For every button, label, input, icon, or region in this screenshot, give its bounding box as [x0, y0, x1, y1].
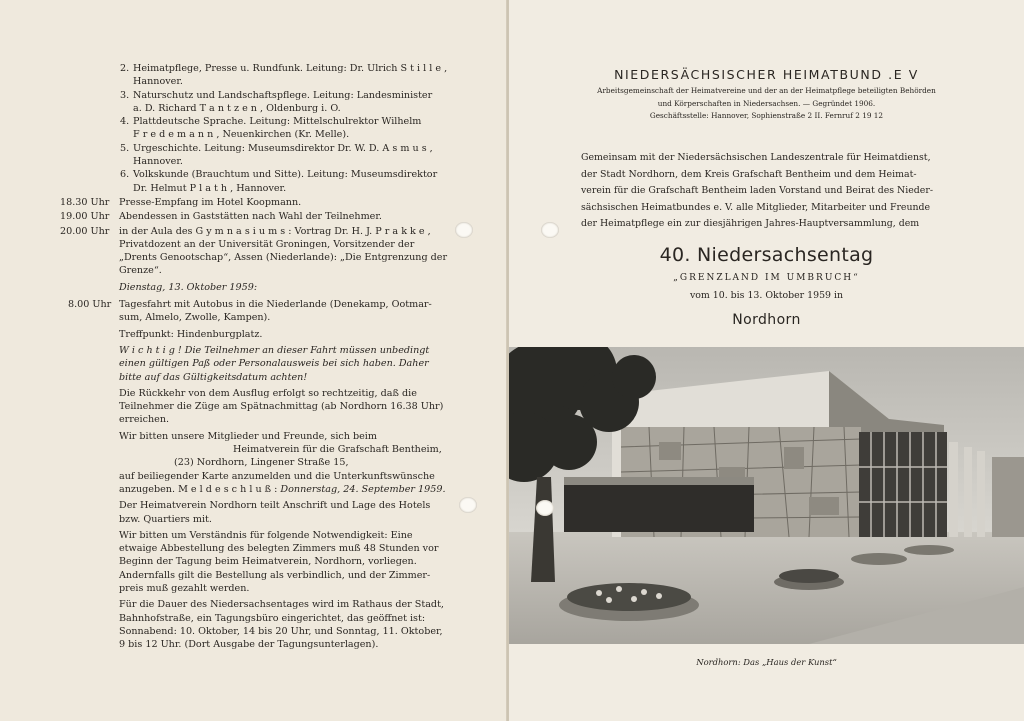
item-number: 6.: [120, 169, 130, 181]
notice-line: W i c h t i g ! Die Teilnehmer an dieser Fahrt müssen unbedingt: [119, 344, 430, 356]
day-heading: Dienstag, 13. Oktober 1959:: [119, 281, 258, 293]
numbered-item-2: [60, 62, 448, 89]
item-line: Volkskunde (Brauchtum und Sitte). Leitung: Museumsdirektor: [133, 169, 438, 181]
important-notice: [60, 344, 448, 384]
schedule-row-tour: [60, 298, 448, 325]
event-motto: „GRENZLAND IM UMBRUCH“: [673, 273, 860, 283]
office-info: [60, 598, 448, 651]
punch-hole: [536, 500, 554, 516]
schedule-text: Grenze“.: [119, 265, 162, 277]
subtitle-line: Geschäftsstelle: Hannover, Sophienstraße 2 II. Fernruf 2 19 12: [649, 111, 884, 120]
text-line: bzw. Quartiers mit.: [119, 513, 212, 525]
text-line: auf beiliegender Karte anzumelden und die Unterkunftswünsche: [119, 470, 435, 482]
organization-title: NIEDERSÄCHSISCHER HEIMATBUND .E V: [614, 67, 919, 82]
intro-line: sächsischen Heimatbundes e. V. alle Mitglieder, Mitarbeiter und Freunde: [581, 201, 931, 213]
item-line: Heimatpflege, Presse u. Rundfunk. Leitung: Dr. Ulrich S t i l l e ,: [133, 63, 448, 74]
numbered-item-3: [60, 89, 448, 116]
haus-der-kunst-image: [509, 347, 1024, 644]
numbered-item-5: [60, 142, 448, 169]
item-line: Hannover.: [133, 76, 183, 88]
subtitle-line: Arbeitsgemeinschaft der Heimatvereine und der an der Heimatpflege beteiligten Behörden: [597, 86, 936, 95]
program-column: [60, 62, 448, 651]
numbered-item-6: [60, 168, 448, 195]
intro-line: verein für die Grafschaft Bentheim laden Vorstand und Beirat des Nieder-: [581, 185, 933, 197]
item-number: 2.: [120, 63, 130, 74]
item-number: 5.: [120, 142, 130, 154]
deadline-line: [119, 483, 448, 496]
text-line: Für die Dauer des Niedersachsentages wird im Rathaus der Stadt,: [119, 599, 444, 611]
item-number: 4.: [120, 116, 130, 128]
item-number: 3.: [120, 89, 130, 101]
text-line: preis muß gezahlt werden.: [119, 582, 250, 594]
schedule-text: in der Aula des G y m n a s i u m s : Vortrag Dr. H. J. P r a k k e ,: [119, 225, 431, 237]
item-line: Hannover.: [133, 156, 183, 168]
schedule-row-dinner: [60, 210, 448, 223]
item-line: F r e d e m a n n , Neuenkirchen (Kr. Melle).: [133, 129, 350, 141]
text-line: Teilnehmer die Züge am Spätnachmittag (ab Nordhorn 16.38 Uhr): [119, 401, 444, 413]
item-line: Naturschutz und Landschaftspflege. Leitung: Landesminister: [133, 89, 433, 101]
schedule-text: Tagesfahrt mit Autobus in die Niederlande (Denekamp, Ootmar-: [119, 299, 432, 311]
address-line: Heimatverein für die Grafschaft Bentheim,: [233, 444, 442, 456]
event-dates: vom 10. bis 13. Oktober 1959 in: [689, 290, 844, 301]
text-line: Die Rückkehr von dem Ausflug erfolgt so rechtzeitig, daß die: [119, 387, 417, 399]
notice-line: bitte auf das Gültigkeitsdatum achten!: [119, 371, 308, 383]
item-line: Plattdeutsche Sprache. Leitung: Mittelschulrektor Wilhelm: [133, 116, 422, 128]
schedule-text: Abendessen in Gaststätten nach Wahl der Teilnehmer.: [119, 211, 382, 223]
punch-hole: [459, 497, 477, 513]
schedule-row-lecture: [60, 225, 448, 278]
punch-hole: [541, 222, 559, 238]
text-line: Sonnabend: 10. Oktober, 14 bis 20 Uhr, und Sonntag, 11. Oktober,: [119, 625, 443, 637]
intro-line: der Stadt Nordhorn, dem Kreis Grafschaft Bentheim und dem Heimat-: [581, 168, 917, 180]
item-line: Urgeschichte. Leitung: Museumsdirektor Dr. W. D. A s m u s ,: [133, 142, 433, 154]
left-page: [0, 0, 507, 721]
right-page: [509, 0, 1024, 721]
schedule-time: 18.30 Uhr: [60, 196, 110, 208]
item-line: a. D. Richard T a n t z e n , Oldenburg i. O.: [133, 102, 341, 114]
text-line: etwaige Abbestellung des belegten Zimmers muß 48 Stunden vor: [119, 543, 439, 555]
text-line: 9 bis 12 Uhr. (Dort Ausgabe der Tagungsunterlagen).: [119, 639, 379, 651]
schedule-text: Privatdozent an der Universität Groningen, Vorsitzender der: [119, 238, 415, 250]
schedule-time: 19.00 Uhr: [60, 211, 110, 223]
event-title: 40. Niedersachsentag: [659, 244, 874, 266]
schedule-text: „Drents Genootschap“, Assen (Niederlande): „Die Entgrenzung der: [119, 252, 448, 264]
schedule-row-press: [60, 196, 448, 209]
meeting-point: Treffpunkt: Hindenburgplatz.: [119, 328, 263, 340]
schedule-time: 8.00 Uhr: [68, 299, 112, 311]
intro-line: Gemeinsam mit der Niedersächsischen Landeszentrale für Heimatdienst,: [581, 152, 931, 163]
text-line: Andernfalls gilt die Bestellung als verbindlich, und der Zimmer-: [119, 569, 431, 581]
cancellation-info: [60, 529, 448, 595]
invitation-text: [581, 150, 965, 233]
text-line: Bahnhofstraße, ein Tagungsbüro eingerichtet, das geöffnet ist:: [119, 612, 426, 624]
subtitle-line: und Körperschaften in Niedersachsen. — Gegründet 1906.: [657, 98, 876, 108]
event-place: Nordhorn: [732, 312, 801, 328]
deadline-label: M e l d e s c h l u ß :: [178, 483, 278, 495]
text-part: anzugeben.: [119, 483, 175, 495]
schedule-text: sum, Almelo, Zwolle, Kampen).: [119, 312, 271, 324]
text-line: Wir bitten unsere Mitglieder und Freunde, sich beim: [119, 430, 377, 442]
text-line: Der Heimatverein Nordhorn teilt Anschrift und Lage des Hotels: [119, 500, 431, 512]
building-photo: [509, 347, 1024, 644]
schedule-time: 20.00 Uhr: [60, 225, 110, 237]
text-line: Wir bitten um Verständnis für folgende Notwendigkeit: Eine: [119, 529, 413, 541]
notice-line: einen gültigen Paß oder Personalausweis bei sich haben. Daher: [119, 358, 429, 370]
deadline-date: Donnerstag, 24. September 1959.: [280, 483, 446, 495]
schedule-text: Presse-Empfang im Hotel Koopmann.: [119, 196, 302, 208]
numbered-item-4: [60, 115, 448, 142]
text-line: erreichen.: [119, 414, 170, 426]
text-line: Beginn der Tagung beim Heimatverein, Nordhorn, vorliegen.: [119, 556, 417, 568]
address-line: (23) Nordhorn, Lingener Straße 15,: [174, 457, 349, 469]
hotel-info: [60, 499, 448, 526]
registration-info: [60, 430, 448, 496]
organization-subtitle: [509, 85, 1024, 123]
photo-caption: Nordhorn: Das „Haus der Kunst“: [696, 657, 837, 667]
punch-hole: [455, 222, 473, 238]
return-info: [60, 387, 448, 427]
intro-line: der Heimatpflege ein zur diesjährigen Jahres-Hauptversammlung, dem: [581, 218, 920, 230]
item-line: Dr. Helmut P l a t h , Hannover.: [133, 182, 287, 194]
